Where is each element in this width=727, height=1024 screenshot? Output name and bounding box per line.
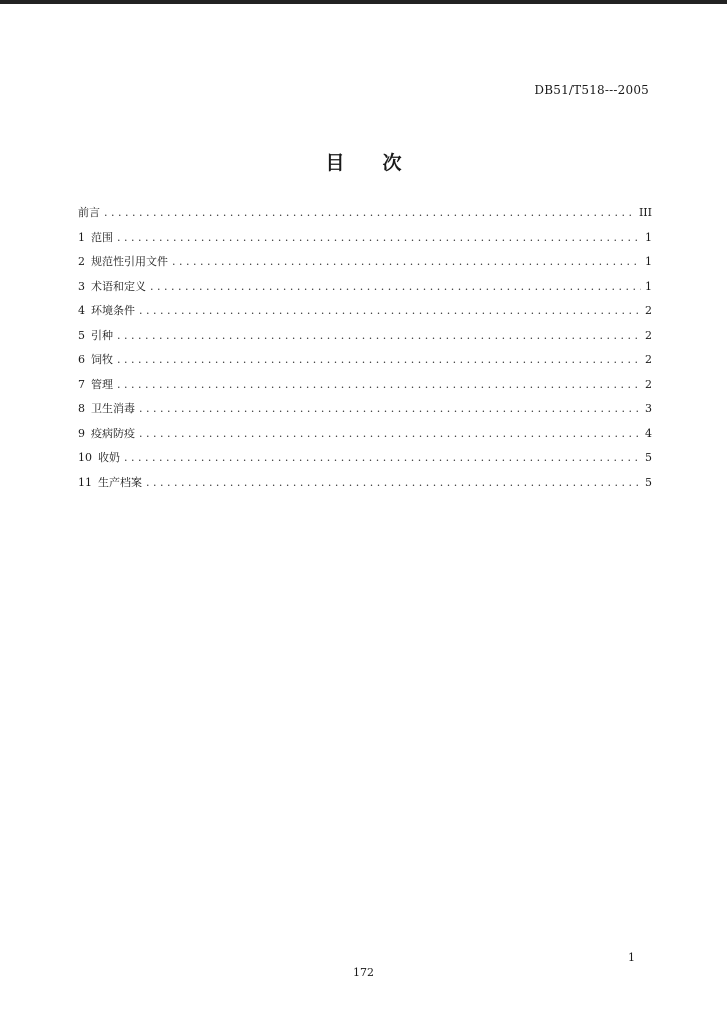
toc-entry-number: 11 bbox=[78, 475, 92, 489]
toc-leader-dots bbox=[104, 206, 635, 219]
toc-entry-page: 5 bbox=[645, 451, 652, 464]
toc-entry-number: 10 bbox=[78, 451, 92, 464]
toc-entry-number: 7 bbox=[78, 377, 85, 391]
toc-entry-page: 2 bbox=[645, 328, 652, 342]
toc-entry-page: III bbox=[638, 206, 652, 219]
toc-leader-dots bbox=[139, 304, 641, 317]
toc-entry-number: 9 bbox=[78, 426, 85, 440]
toc-entry-number: 3 bbox=[78, 279, 85, 293]
toc-entry-label: 术语和定义 bbox=[91, 279, 146, 293]
toc-entry-label: 生产档案 bbox=[98, 475, 142, 489]
title-char-1: 目 bbox=[325, 152, 345, 174]
toc-entry-page: 2 bbox=[645, 304, 652, 317]
toc-leader-dots bbox=[146, 476, 641, 489]
toc-entry-2[interactable] bbox=[78, 253, 652, 278]
toc-leader-dots bbox=[117, 378, 641, 391]
toc-entry-page: 1 bbox=[645, 255, 652, 268]
toc-entry-9[interactable] bbox=[78, 425, 652, 450]
toc-leader-dots bbox=[172, 255, 641, 268]
toc-entry-label: 疫病防疫 bbox=[91, 426, 135, 440]
table-of-contents bbox=[78, 204, 652, 498]
toc-entry-4[interactable] bbox=[78, 302, 652, 327]
toc-entry-page: 2 bbox=[645, 353, 652, 366]
toc-entry-3[interactable] bbox=[78, 278, 652, 303]
toc-entry-number: 6 bbox=[78, 353, 85, 366]
toc-entry-label: 管理 bbox=[91, 377, 113, 391]
standard-code: DB51/T518---2005 bbox=[534, 83, 649, 97]
toc-leader-dots bbox=[139, 427, 641, 440]
toc-leader-dots bbox=[124, 451, 641, 464]
toc-entry-10[interactable] bbox=[78, 449, 652, 474]
toc-entry-number: 2 bbox=[78, 255, 85, 268]
page-number: 1 bbox=[628, 951, 635, 964]
toc-leader-dots bbox=[117, 231, 641, 244]
toc-entry-label: 前言 bbox=[78, 206, 100, 219]
toc-entry-page: 3 bbox=[645, 402, 652, 415]
toc-entry-page: 1 bbox=[645, 230, 652, 244]
toc-leader-dots bbox=[150, 280, 641, 293]
title-char-2: 次 bbox=[382, 152, 402, 174]
toc-entry-page: 5 bbox=[645, 475, 652, 489]
toc-entry-label: 范围 bbox=[91, 230, 113, 244]
toc-entry-number: 8 bbox=[78, 402, 85, 415]
toc-entry-page: 1 bbox=[645, 279, 652, 293]
toc-entry-7[interactable] bbox=[78, 376, 652, 401]
toc-leader-dots bbox=[117, 353, 641, 366]
toc-entry-page: 4 bbox=[645, 426, 652, 440]
toc-entry-1[interactable] bbox=[78, 229, 652, 254]
toc-entry-label: 环境条件 bbox=[91, 304, 135, 317]
toc-entry-label: 收奶 bbox=[98, 451, 120, 464]
toc-entry-number: 5 bbox=[78, 328, 85, 342]
book-page-number: 172 bbox=[353, 966, 374, 979]
toc-entry-foreword[interactable] bbox=[78, 204, 652, 229]
toc-leader-dots bbox=[139, 402, 641, 415]
toc-entry-label: 引种 bbox=[91, 328, 113, 342]
toc-entry-number: 1 bbox=[78, 230, 85, 244]
toc-entry-label: 规范性引用文件 bbox=[91, 255, 168, 268]
toc-entry-label: 卫生消毒 bbox=[91, 402, 135, 415]
toc-entry-8[interactable] bbox=[78, 400, 652, 425]
toc-entry-5[interactable] bbox=[78, 327, 652, 352]
page-title bbox=[0, 148, 727, 175]
toc-entry-11[interactable] bbox=[78, 474, 652, 499]
toc-entry-6[interactable] bbox=[78, 351, 652, 376]
top-border-rule bbox=[0, 0, 727, 4]
toc-entry-number: 4 bbox=[78, 304, 85, 317]
toc-entry-page: 2 bbox=[645, 377, 652, 391]
toc-entry-label: 饲牧 bbox=[91, 353, 113, 366]
toc-leader-dots bbox=[117, 329, 641, 342]
